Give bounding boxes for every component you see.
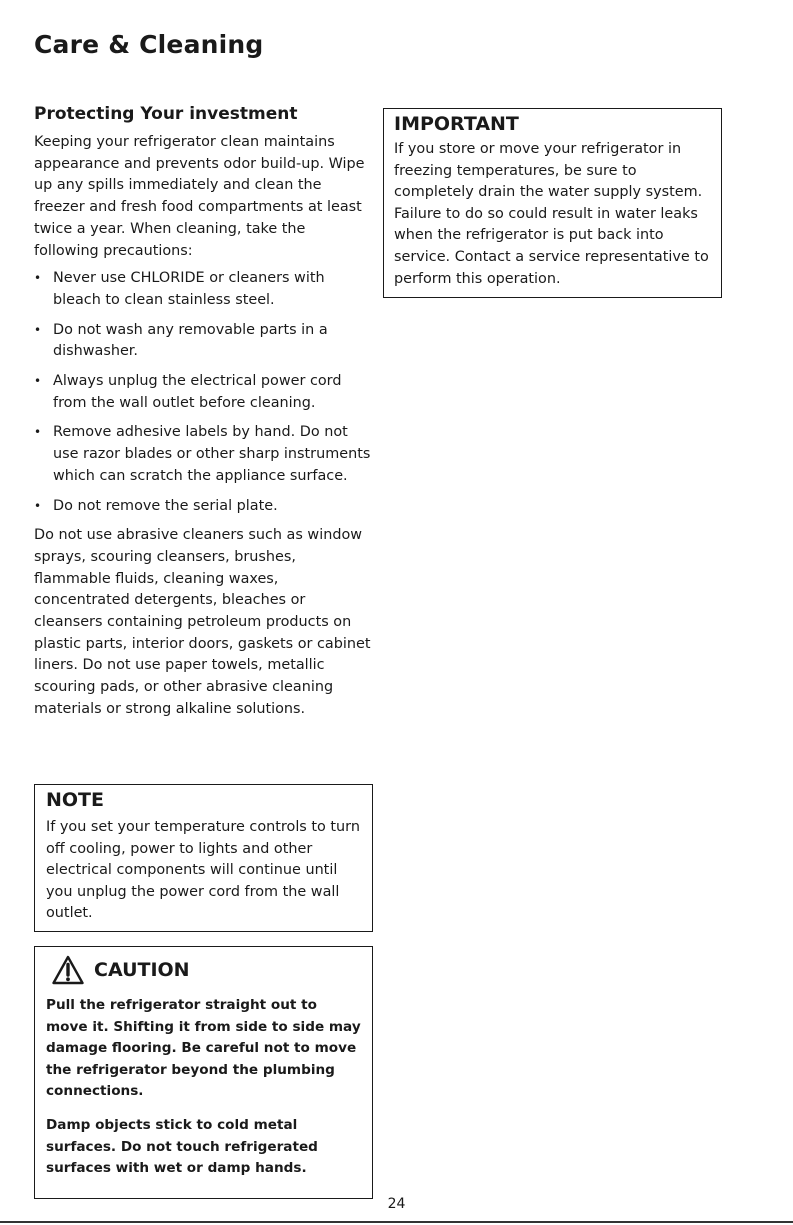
page-number: 24 [387,1196,406,1212]
precautions-list [34,268,374,517]
important-box [383,108,722,298]
caution-paragraph: Pull the refrigerator straight out to move it. Shifting it from side to side may damage flooring. Be careful not to move the refrigerator beyond the plumbing connections. [46,997,361,1100]
page-title: Care & Cleaning [34,30,264,59]
note-text: If you set your temperature controls to turn off cooling, power to lights and other electrical components will continue until you unplug the power cord from the wall outlet. [46,819,360,922]
list-item: • Do not wash any removable parts in a dishwasher. [34,320,374,363]
abrasive-cleaners-paragraph: Do not use abrasive cleaners such as window sprays, scouring cleansers, brushes, flammable fluids, cleaning waxes, concentrated detergents, bleaches or cleansers containing petroleum products on plastic parts, interior doors, gaskets or cabinet liners. Do not use paper towels, metallic scouring pads, or other abrasive cleaning materials or strong alkaline solutions. [34,527,371,717]
list-item: • Do not remove the serial plate. [34,496,374,518]
caution-paragraph: Damp objects stick to cold metal surfaces. Do not touch refrigerated surfaces with wet or damp hands. [46,1116,318,1177]
section-heading: Protecting Your investment [34,104,298,124]
footer-rule [0,1221,793,1223]
list-item: • Always unplug the electrical power cord from the wall outlet before cleaning. [34,371,374,414]
important-title: IMPORTANT [394,113,519,135]
list-item: • Remove adhesive labels by hand. Do not use razor blades or other sharp instruments which can scratch the appliance surface. [34,422,374,487]
caution-title: CAUTION [94,959,190,981]
caution-header [46,955,361,985]
intro-paragraph: Keeping your refrigerator clean maintains appearance and prevents odor build-up. Wipe up any spills immediately and clean the freezer and fresh food compartments at least twice a year. When cleaning, take the following precautions: [34,134,365,259]
warning-triangle-icon [52,955,84,985]
note-box [34,784,373,932]
caution-box [34,946,373,1199]
list-item: • Never use CHLORIDE or cleaners with bleach to clean stainless steel. [34,268,374,311]
important-text: If you store or move your refrigerator in freezing temperatures, be sure to completely drain the water supply system. Failure to do so could result in water leaks when the refrigerator is put back into service. Contact a service representative to perform this operation. [394,141,709,287]
note-title: NOTE [46,789,104,811]
protecting-section [34,104,374,721]
